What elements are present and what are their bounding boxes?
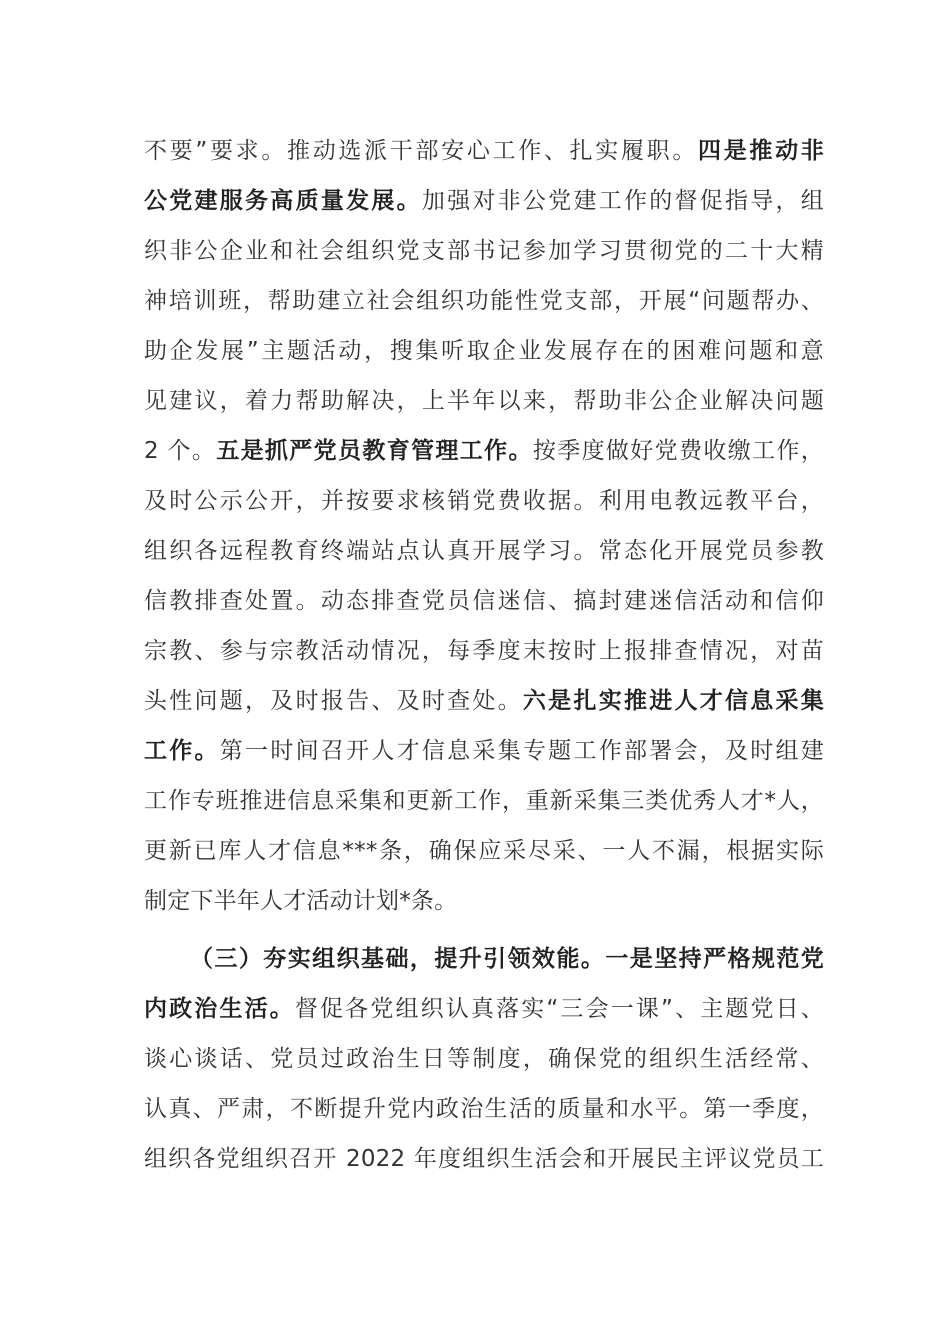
text-line: 宗教、参与宗教活动情况，每季度末按时上报排查情况，对苗 — [144, 638, 824, 664]
text-line: 及时公示公开，并按要求核销党费收据。利用电教远教平台， — [144, 488, 824, 514]
text-line: 公党建服务高质量发展。加强对非公党建工作的督促指导，组 — [144, 188, 824, 214]
text-line: 见建议，着力帮助解决，上半年以来，帮助非公企业解决问题 — [144, 388, 824, 414]
text-line: 头性问题，及时报告、及时查处。六是扎实推进人才信息采集 — [144, 688, 824, 714]
section-three-paragraph — [144, 934, 824, 1184]
body-paragraph — [144, 126, 824, 926]
section-heading-line: （三）夯实组织基础，提升引领效能。一是坚持严格规范党 — [190, 946, 824, 972]
text-line: 组织各党组织召开 2022 年度组织生活会和开展民主评议党员工 — [144, 1146, 824, 1172]
text-line: 内政治生活。督促各党组织认真落实“三会一课”、主题党日、 — [144, 996, 825, 1022]
text-line: 组织各远程教育终端站点认真开展学习。常态化开展党员参教 — [144, 538, 824, 564]
text-line: 制定下半年人才活动计划*条。 — [144, 888, 458, 914]
text-line: 信教排查处置。动态排查党员信迷信、搞封建迷信活动和信仰 — [144, 588, 824, 614]
text-line: 不要”要求。推动选派干部安心工作、扎实履职。四是推动非 — [144, 138, 824, 164]
text-line: 神培训班，帮助建立社会组织功能性党支部，开展“问题帮办、 — [144, 288, 824, 314]
text-line: 2 个。五是抓严党员教育管理工作。按季度做好党费收缴工作， — [144, 438, 824, 464]
text-line: 更新已库人才信息***条，确保应采尽采、一人不漏，根据实际 — [144, 838, 824, 864]
text-line: 工作。第一时间召开人才信息采集专题工作部署会，及时组建 — [144, 738, 824, 764]
text-line: 工作专班推进信息采集和更新工作，重新采集三类优秀人才*人， — [144, 788, 824, 814]
text-line: 认真、严肃，不断提升党内政治生活的质量和水平。第一季度， — [144, 1096, 824, 1122]
text-line: 织非公企业和社会组织党支部书记参加学习贯彻党的二十大精 — [144, 238, 824, 264]
text-line: 谈心谈话、党员过政治生日等制度，确保党的组织生活经常、 — [144, 1046, 824, 1072]
text-line: 助企发展”主题活动，搜集听取企业发展存在的困难问题和意 — [144, 338, 824, 364]
